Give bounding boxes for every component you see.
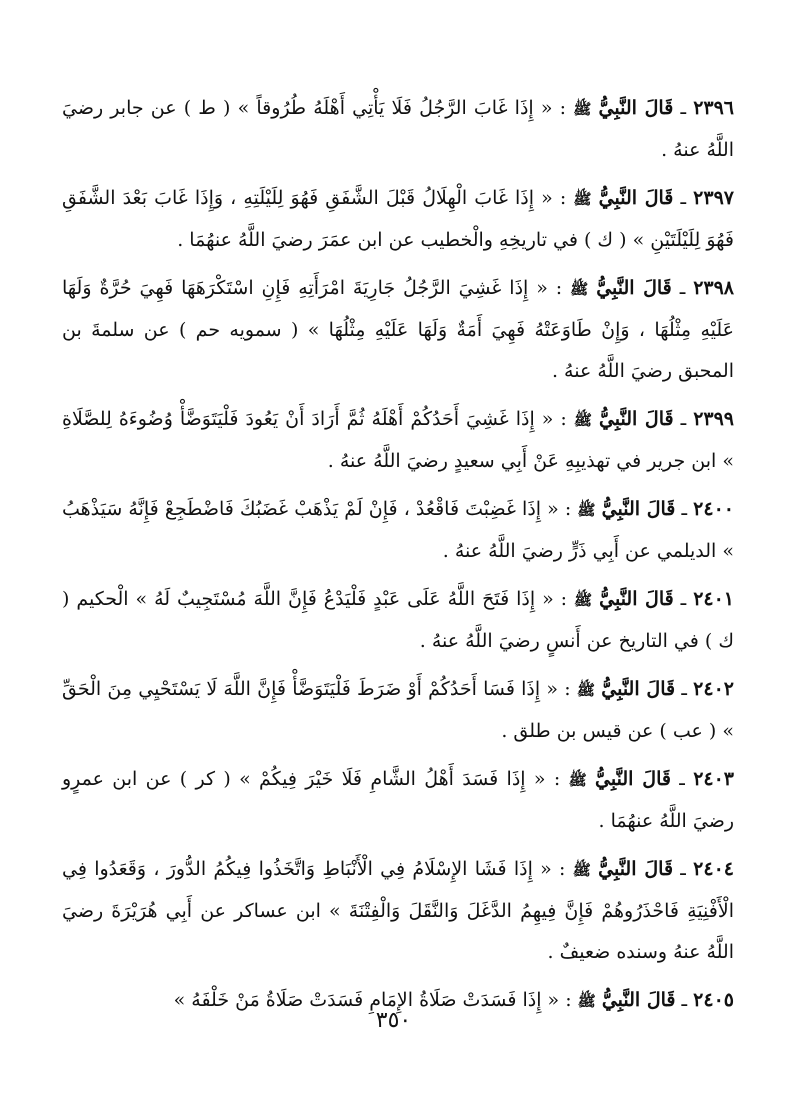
- hadith-entry: ٢٤٠٣ ـ قَالَ النَّبِيُّ ﷺ : « إِذَا فَسَدَ أَهْلُ الشَّامِ فَلَا خَيْرَ فِيكُمْ » ( كر ) عن ابن عمرٍو رضيَ اللَّهُ عنهُمَا .: [62, 768, 735, 832]
- hadith-text: : « إِذَا غَشِيَ الرَّجُلُ جَارِيَةَ امْرَأَتِهِ فَإِنِ اسْتَكْرَهَهَا فَهِيَ حُرَّةٌ وَلَهَا عَلَيْهِ مِثْلُهَا ، وَإِنْ طَاوَعَتْهُ فَهِيَ أَمَةٌ وَلَهَا عَلَيْهِ مِثْلُهَا »: [62, 277, 734, 341]
- hadith-intro: قَالَ النَّبِيُّ: [598, 408, 674, 430]
- salla-symbol: ﷺ: [576, 681, 596, 699]
- salla-symbol: ﷺ: [570, 280, 589, 298]
- hadith-intro: قَالَ النَّبِيُّ: [598, 187, 674, 209]
- hadith-text: : « إِذَا فَتَحَ اللَّهُ عَلَى عَبْدٍ فَلْيَدْعُ فَإِنَّ اللَّهَ مُسْتَجِيبٌ لَهُ »: [135, 588, 568, 610]
- hadith-intro: قَالَ النَّبِيُّ: [601, 678, 676, 700]
- hadith-text: : « إِذَا غَشِيَ أَحَدُكُمْ أَهْلَهُ ثُمَّ أَرَادَ أَنْ يَعُودَ فَلْيَتَوَضَّأْ وُضُوءَهُ لِلصَّلَاةِ »: [62, 408, 734, 472]
- hadith-intro: قَالَ النَّبِيُّ: [601, 498, 676, 520]
- hadith-text: : « إِذَا غَابَ الْهِلَالُ قَبْلَ الشَّفَقِ فَهُوَ لِلَيْلَتِهِ ، وَإِذَا غَابَ بَعْدَ الشَّفَقِ فَهُوَ لِلَيْلَتَيْنِ »: [62, 187, 734, 251]
- hadith-entry: ٢٤٠٥ ـ قَالَ النَّبِيُّ ﷺ : « إِذَا فَسَدَتْ صَلَاةُ الإِمَامِ فَسَدَتْ صَلَاةُ مَنْ خَلْفَهُ »: [173, 989, 734, 1011]
- salla-symbol: ﷺ: [577, 992, 596, 1010]
- hadith-intro: قَالَ النَّبِيُّ: [595, 768, 671, 790]
- salla-symbol: ﷺ: [577, 501, 596, 519]
- salla-symbol: ﷺ: [573, 411, 592, 429]
- hadith-entry: ٢٤٠٤ ـ قَالَ النَّبِيُّ ﷺ : « إِذَا فَشَا الإِسْلَامُ فِي الْأَنْبَاطِ وَاتَّخَذُوا فِيكُمُ الدُّورَ ، وَقَعَدُوا فِي الْأَفْنِيَةِ فَاحْذَرُوهُمْ فَإِنَّ فِيهِمُ الدَّغَلَ وَالنَّقَلَ وَالْفِتْنَةَ » ابن عساكر عن أَبِي هُرَيْرَةَ رضيَ اللَّهُ عنهُ وسنده ضعيفٌ .: [62, 858, 734, 963]
- hadith-source: الديلمي عن أَبِي ذَرٍّ رضيَ اللَّهُ عنهُ .: [442, 540, 717, 562]
- hadith-number: ٢٤٠١: [693, 588, 735, 610]
- hadith-intro: قَالَ النَّبِيُّ: [601, 989, 676, 1011]
- hadith-entry: ٢٣٩٩ ـ قَالَ النَّبِيُّ ﷺ : « إِذَا غَشِيَ أَحَدُكُمْ أَهْلَهُ ثُمَّ أَرَادَ أَنْ يَعُودَ فَلْيَتَوَضَّأْ وُضُوءَهُ لِلصَّلَاةِ » ابن جرير في تهذيبِهِ عَنْ أَبِي سعيدٍ رضيَ اللَّهُ عنهُ .: [62, 408, 735, 472]
- hadith-number: ٢٤٠٣: [693, 768, 735, 790]
- hadith-intro: قَالَ النَّبِيُّ: [596, 277, 672, 299]
- page-body: [62, 88, 734, 1028]
- hadith-number: ٢٣٩٧: [693, 187, 734, 209]
- hadith-number: ٢٤٠٢: [693, 678, 734, 700]
- hadith-text: : « إِذَا غَابَ الرَّجُلُ فَلَا يَأْتِي أَهْلَهُ طُرُوقاً »: [237, 97, 567, 119]
- hadith-source: ( عب ) عن قيس بن طلق .: [501, 720, 717, 742]
- hadith-entry: ٢٣٩٨ ـ قَالَ النَّبِيُّ ﷺ : « إِذَا غَشِيَ الرَّجُلُ جَارِيَةَ امْرَأَتِهِ فَإِنِ اسْتَكْرَهَهَا فَهِيَ حُرَّةٌ وَلَهَا عَلَيْهِ مِثْلُهَا ، وَإِنْ طَاوَعَتْهُ فَهِيَ أَمَةٌ وَلَهَا عَلَيْهِ مِثْلُهَا » ( سمويه حم ) عن سلمةَ بن المحبق رضيَ اللَّهُ عنهُ .: [62, 277, 735, 382]
- hadith-entry: ٢٤٠٢ ـ قَالَ النَّبِيُّ ﷺ : « إِذَا فَسَا أَحَدُكُمْ أَوْ ضَرَطَ فَلْيَتَوَضَّأْ فَإِنَّ اللَّهَ لَا يَسْتَحْيِي مِنَ الْحَقِّ » ( عب ) عن قيس بن طلق .: [62, 678, 734, 742]
- salla-symbol: ﷺ: [574, 591, 593, 609]
- hadith-number: ٢٤٠٤: [693, 858, 734, 880]
- hadith-text: : « إِذَا فَسَا أَحَدُكُمْ أَوْ ضَرَطَ فَلْيَتَوَضَّأْ فَإِنَّ اللَّهَ لَا يَسْتَحْيِي مِنَ الْحَقِّ »: [62, 678, 734, 742]
- hadith-entry: ٢٣٩٧ ـ قَالَ النَّبِيُّ ﷺ : « إِذَا غَابَ الْهِلَالُ قَبْلَ الشَّفَقِ فَهُوَ لِلَيْلَتِهِ ، وَإِذَا غَابَ بَعْدَ الشَّفَقِ فَهُوَ لِلَيْلَتَيْنِ » ( ك ) في تاريخِهِ والْخطيب عن ابن عمَرَ رضيَ اللَّهُ عنهُمَا .: [62, 187, 734, 251]
- hadith-source: ( ط ) عن جابر رضيَ اللَّهُ عنهُ .: [62, 97, 734, 161]
- page-number: ٣٥٠: [375, 1008, 412, 1033]
- hadith-number: ٢٤٠٥: [693, 989, 734, 1011]
- hadith-intro: قَالَ النَّبِيُّ: [598, 97, 674, 119]
- hadith-text: : « إِذَا فَسَدَ أَهْلُ الشَّامِ فَلَا خَيْرَ فِيكُمْ »: [239, 768, 561, 790]
- salla-symbol: ﷺ: [573, 190, 592, 208]
- hadith-intro: قَالَ النَّبِيُّ: [598, 858, 674, 880]
- hadith-entry: ٢٤٠٠ ـ قَالَ النَّبِيُّ ﷺ : « إِذَا غَضِبْتَ فَاقْعُدْ ، فَإِنْ لَمْ يَذْهَبْ غَضَبُكَ فَاضْطَجِعْ فَإِنَّهُ سَيَذْهَبُ » الديلمي عن أَبِي ذَرٍّ رضيَ اللَّهُ عنهُ .: [62, 498, 734, 562]
- hadith-entry: ٢٣٩٦ ـ قَالَ النَّبِيُّ ﷺ : « إِذَا غَابَ الرَّجُلُ فَلَا يَأْتِي أَهْلَهُ طُرُوقاً » ( ط ) عن جابر رضيَ اللَّهُ عنهُ .: [62, 97, 735, 161]
- salla-symbol: ﷺ: [568, 771, 587, 789]
- salla-symbol: ﷺ: [572, 861, 591, 879]
- hadith-intro: قَالَ النَّبِيُّ: [599, 588, 674, 610]
- hadith-text: : « إِذَا فَسَدَتْ صَلَاةُ الإِمَامِ فَسَدَتْ صَلَاةُ مَنْ خَلْفَهُ »: [173, 989, 572, 1011]
- hadith-source: ( كر ) عن ابن عمرٍو رضيَ اللَّهُ عنهُمَا .: [62, 768, 734, 832]
- hadith-source: ابن جرير في تهذيبِهِ عَنْ أَبِي سعيدٍ رضيَ اللَّهُ عنهُ .: [327, 450, 717, 472]
- hadith-entry: ٢٤٠١ ـ قَالَ النَّبِيُّ ﷺ : « إِذَا فَتَحَ اللَّهُ عَلَى عَبْدٍ فَلْيَدْعُ فَإِنَّ اللَّهَ مُسْتَجِيبٌ لَهُ » الْحكيم ( ك ) في التاريخ عن أَنسٍ رضيَ اللَّهُ عنهُ .: [62, 588, 735, 652]
- hadith-number: ٢٣٩٩: [693, 408, 735, 430]
- hadith-source: ابن عساكر عن أَبِي هُرَيْرَةَ رضيَ اللَّهُ عنهُ وسنده ضعيفٌ .: [62, 900, 734, 963]
- hadith-number: ٢٣٩٦: [693, 97, 735, 119]
- hadith-source: ( سمويه حم ) عن سلمةَ بن المحبق رضيَ اللَّهُ عنهُ .: [62, 319, 734, 382]
- hadith-source: ( ك ) في تاريخِهِ والْخطيب عن ابن عمَرَ رضيَ اللَّهُ عنهُمَا .: [177, 229, 627, 251]
- hadith-number: ٢٣٩٨: [693, 277, 735, 299]
- salla-symbol: ﷺ: [573, 100, 592, 118]
- hadith-text: : « إِذَا غَضِبْتَ فَاقْعُدْ ، فَإِنْ لَمْ يَذْهَبْ غَضَبُكَ فَاضْطَجِعْ فَإِنَّهُ سَيَذْهَبُ »: [62, 498, 734, 562]
- hadith-source: الْحكيم ( ك ) في التاريخ عن أَنسٍ رضيَ اللَّهُ عنهُ .: [62, 588, 734, 652]
- hadith-number: ٢٤٠٠: [693, 498, 734, 520]
- hadith-text: : « إِذَا فَشَا الإِسْلَامُ فِي الْأَنْبَاطِ وَاتَّخَذُوا فِيكُمُ الدُّورَ ، وَقَعَدُوا فِي الْأَفْنِيَةِ فَاحْذَرُوهُمْ فَإِنَّ فِيهِمُ الدَّغَلَ وَالنَّقَلَ وَالْفِتْنَةَ »: [62, 858, 734, 922]
